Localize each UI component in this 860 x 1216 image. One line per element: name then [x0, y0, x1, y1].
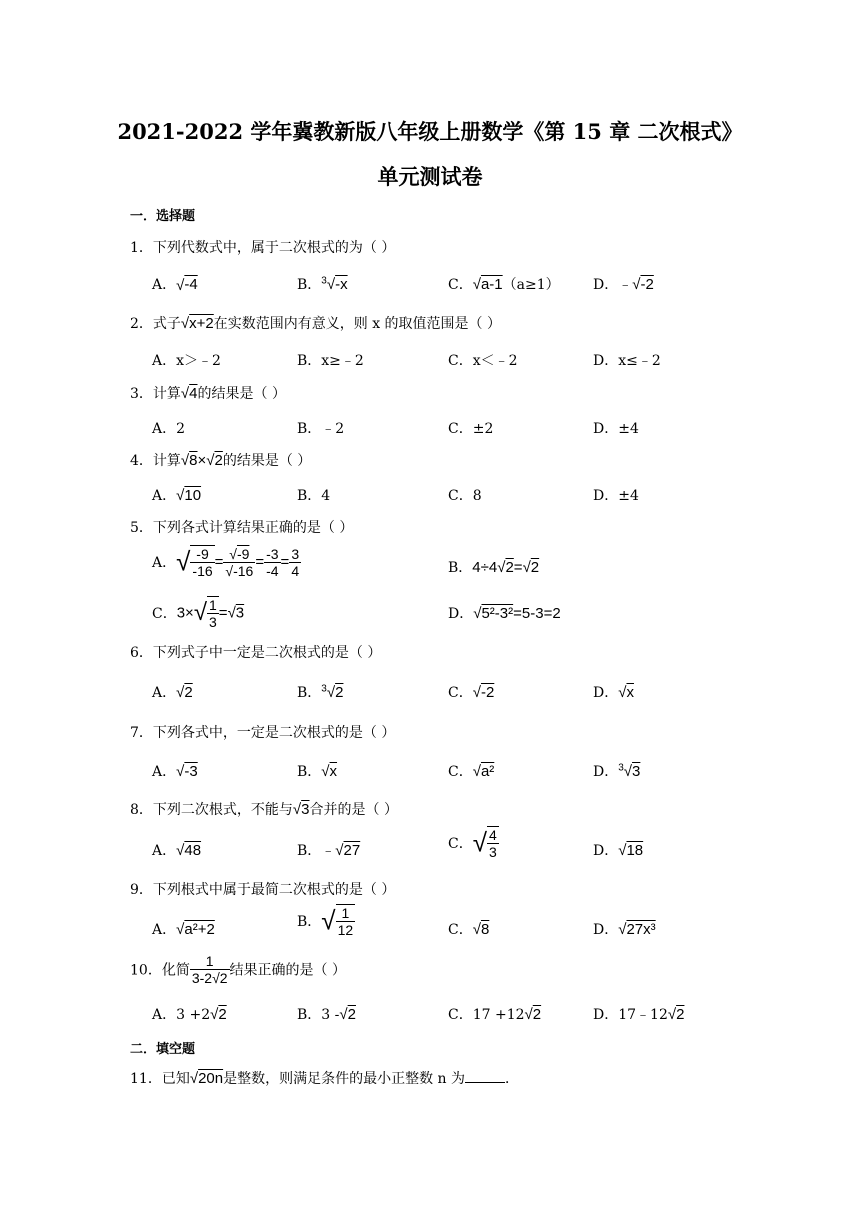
q10-option-c: C．17 +12√2	[448, 1006, 542, 1023]
q8-option-b: B．﹣√27	[297, 842, 361, 859]
q2-option-a: A．x＞﹣2	[152, 353, 221, 369]
q6-option-d: D．√x	[593, 684, 634, 701]
q1-option-b: B．$^3$√-x	[297, 275, 348, 293]
q4-option-b: B．4	[297, 488, 331, 504]
q3-option-c: C．±2	[448, 421, 494, 437]
q7-option-b: B．√x	[297, 763, 338, 780]
page-subtitle: 单元测试卷	[377, 164, 483, 189]
q4-option-d: D．±4	[593, 488, 639, 504]
question-9-stem: 9．下列根式中属于最简二次根式的是（ ）	[130, 882, 396, 898]
question-1-stem: 1．下列代数式中，属于二次根式的为（ ）	[130, 240, 396, 256]
q7-option-c: C．√a²	[448, 763, 495, 780]
question-10-stem: 10．化简 $\frac{1}{3-2√2}$ 结果正确的是（ ）	[130, 953, 346, 986]
q2-option-d: D．x≤﹣2	[593, 353, 661, 369]
q10-option-a: A．3 +2√2	[152, 1006, 227, 1023]
q7-option-a: A．√-3	[152, 763, 198, 780]
q4-option-c: C．8	[448, 488, 482, 504]
q9-option-c: C．√8	[448, 921, 490, 938]
q5-option-c: C．3×√ $\frac{1}{3}$ =√3	[152, 597, 245, 630]
q9-option-a: A．√a²+2	[152, 921, 215, 938]
page-title: 2021-2022 学年冀教新版八年级上册数学《第 15 章 二次根式》	[117, 119, 743, 144]
q6-option-a: A．√2	[152, 684, 193, 701]
question-4-stem: 4．计算√8×√2的结果是（ ）	[130, 452, 312, 469]
q8-option-c: C．√ $\frac{4}{3}$	[448, 827, 497, 860]
q1-option-c: C．√a-1（a≥1）	[448, 276, 560, 293]
q4-option-a: A．√10	[152, 487, 202, 504]
q8-option-d: D．√18	[593, 842, 644, 859]
q3-option-b: B．﹣2	[297, 421, 345, 437]
q2-option-b: B．x≥﹣2	[297, 353, 364, 369]
q8-option-a: A．√48	[152, 842, 202, 859]
q6-option-c: C．√-2	[448, 684, 495, 701]
question-6-stem: 6．下列式子中一定是二次根式的是（ ）	[130, 645, 382, 661]
question-8-stem: 8．下列二次根式，不能与√3合并的是（ ）	[130, 801, 398, 818]
q3-option-a: A．2	[152, 421, 186, 437]
q2-option-c: C．x＜﹣2	[448, 353, 518, 369]
question-7-stem: 7．下列各式中，一定是二次根式的是（ ）	[130, 725, 396, 741]
question-5-stem: 5．下列各式计算结果正确的是（ ）	[130, 520, 354, 536]
question-3-stem: 3．计算√4的结果是（ ）	[130, 385, 286, 402]
section-fill: 二．填空题	[130, 1042, 196, 1057]
question-2-stem: 2．式子√x+2在实数范围内有意义，则 x 的取值范围是（ ）	[130, 315, 502, 332]
q5-option-d: D．√5²-3²=5-3=2	[448, 605, 561, 622]
q5-option-a: A．√ $\frac{-9}{-16}$ = $\frac{√-9}{√-16}$ = $\frac{-3}{-4}$ = $\frac{3}{4}$	[152, 545, 300, 579]
q10-option-b: B．3 -√2	[297, 1006, 356, 1023]
q1-option-a: A．√-4	[152, 276, 198, 294]
answer-blank[interactable]	[465, 1068, 505, 1083]
q3-option-d: D．±4	[593, 421, 639, 437]
q10-option-d: D．17﹣12√2	[593, 1006, 685, 1023]
sqrt-sign: √	[176, 276, 185, 294]
q7-option-d: D．$^3$√3	[593, 762, 641, 780]
q5-option-b: B．4÷4√2=√2	[448, 559, 540, 576]
q1-option-d: D．﹣√-2	[593, 276, 654, 293]
q6-option-b: B．$^3$√2	[297, 683, 344, 701]
q9-option-b: B．√ $\frac{1}{12}$	[297, 905, 354, 938]
section-choice: 一．选择题	[130, 209, 196, 224]
question-11-stem: 11．已知√20n是整数，则满足条件的最小正整数 n 为 ．	[130, 1070, 520, 1087]
q9-option-d: D．√27x³	[593, 921, 656, 938]
